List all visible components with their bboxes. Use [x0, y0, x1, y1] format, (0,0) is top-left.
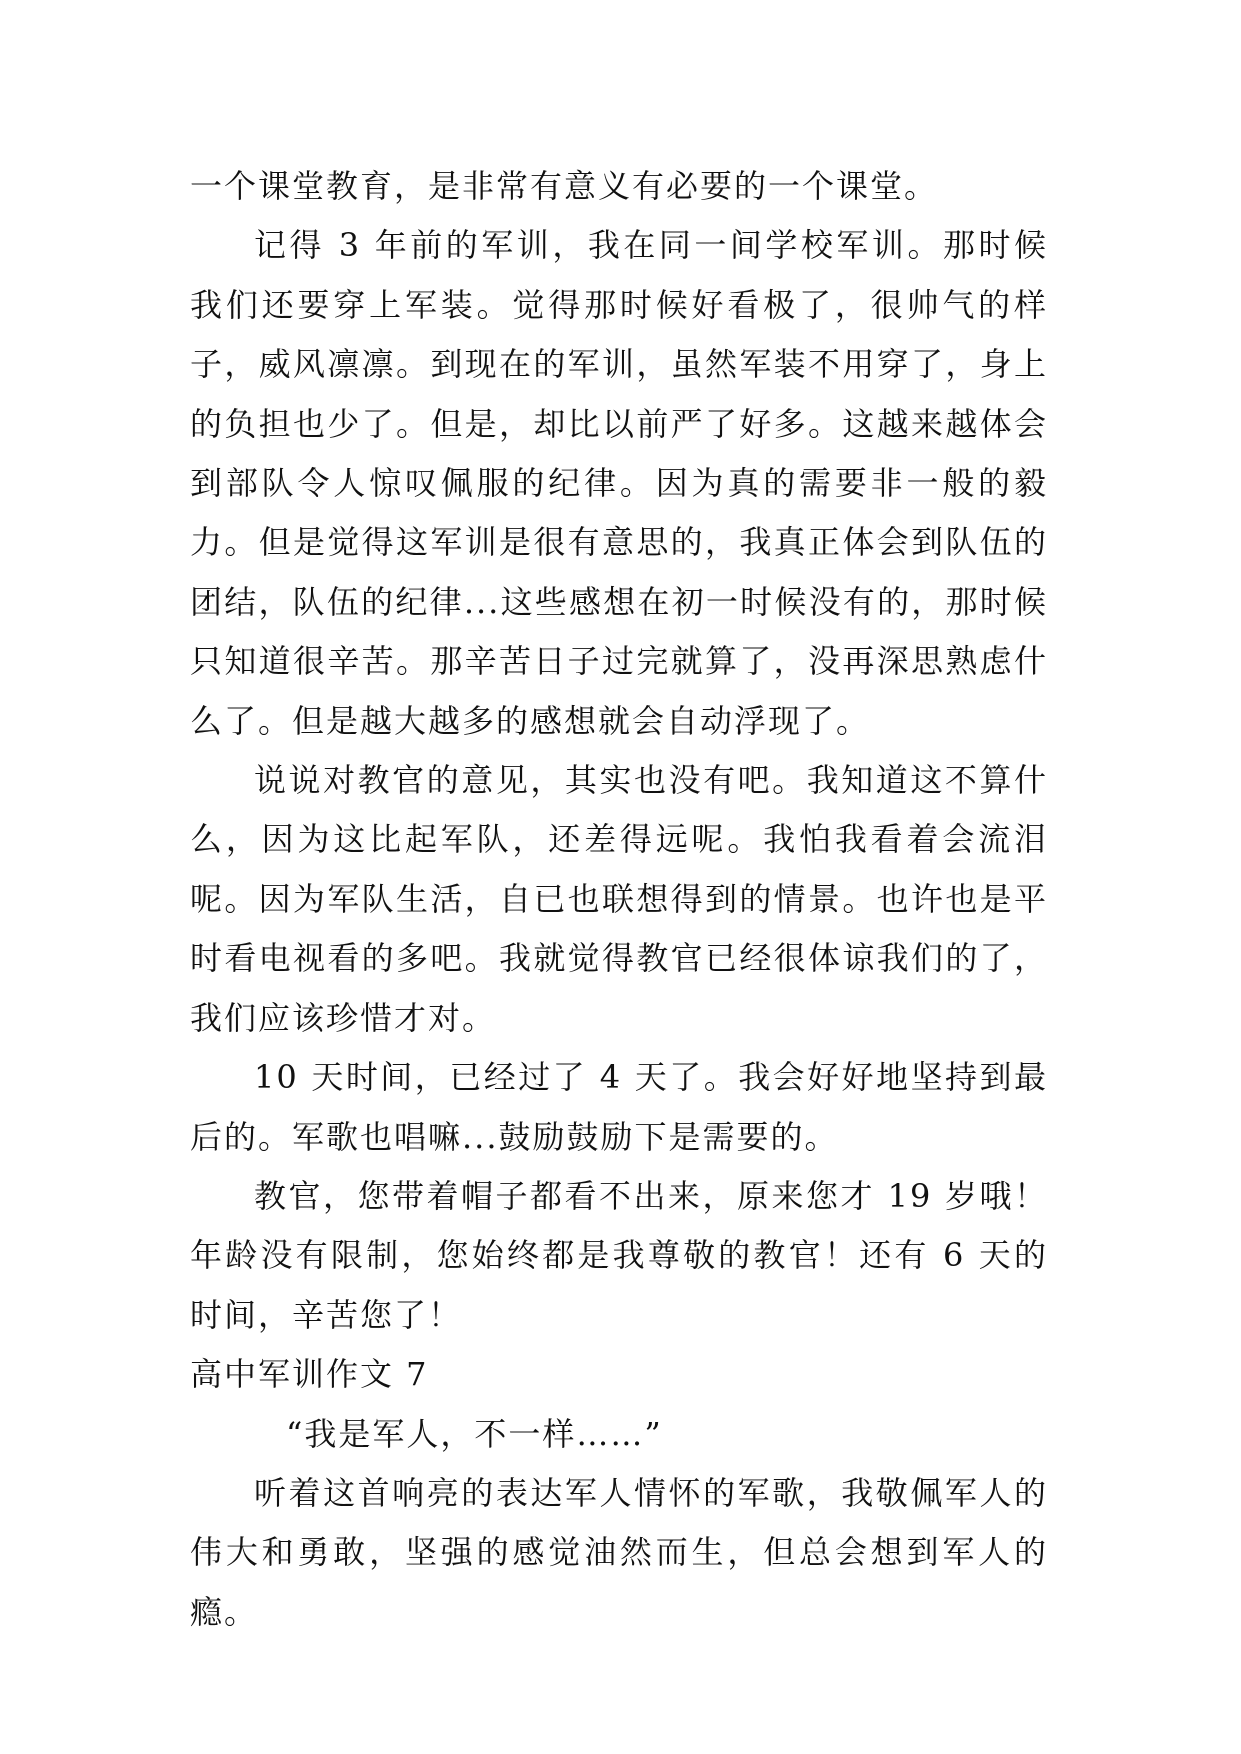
paragraph-army-song: 听着这首响亮的表达军人情怀的军歌，我敬佩军人的伟大和勇敢，坚强的感觉油然而生，但总会想到军人的瘾。 [190, 1473, 1048, 1631]
section-heading: 高中军训作文 7 [190, 1355, 429, 1394]
paragraph-military-training-memory: 记得 3 年前的军训，我在同一间学校军训。那时候我们还要穿上军装。觉得那时候好看极了，很帅气的样子，威风凛凛。到现在的军训，虽然军装不用穿了，身上的负担也少了。但是，却比以前严了好多。这越来越体会到部队令人惊叹佩服的纪律。因为真的需要非一般的毅力。但是觉得这军训是很有意思的，我真正体会到队伍的团结，队伍的纪律...这些感想在初一时候没有的，那时候只知道很辛苦。那辛苦日子过完就算了，没再深思熟虑什么了。但是越大越多的感想就会自动浮现了。 [190, 226, 1048, 740]
document-body [190, 157, 1048, 1642]
paragraph-instructor-age: 教官，您带着帽子都看不出来，原来您才 19 岁哦！年龄没有限制，您始终都是我尊敬的教官！还有 6 天的时间，辛苦您了！ [190, 1176, 1048, 1334]
paragraph-continuation: 一个课堂教育，是非常有意义有必要的一个课堂。 [190, 167, 939, 205]
paragraph-instructor-opinion: 说说对教官的意见，其实也没有吧。我知道这不算什么，因为这比起军队，还差得远呢。我怕我看着会流泪呢。因为军队生活，自已也联想得到的情景。也许也是平时看电视看的多吧。我就觉得教官已经很体谅我们的了，我们应该珍惜才对。 [190, 761, 1048, 1037]
paragraph-ten-days: 10 天时间，已经过了 4 天了。我会好好地坚持到最后的。军歌也唱嘛...鼓励鼓励下是需要的。 [190, 1058, 1048, 1156]
song-quote: “我是军人，不一样……” [286, 1414, 663, 1453]
